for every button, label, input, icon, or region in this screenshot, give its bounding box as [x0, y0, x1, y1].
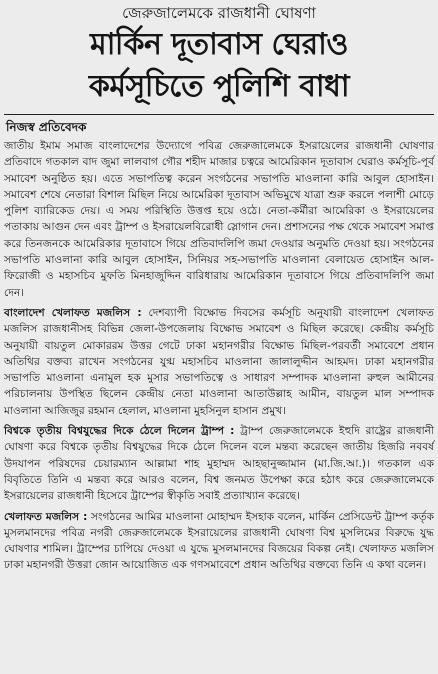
paragraph: [4, 423, 434, 504]
paragraph-text: দেশব্যাপী বিক্ষোভ দিবসের কর্মসূচি অনুযায়ী বাংলাদেশ খেলাফত মজলিস রাজধানীসহ বিভিন্ন জেলা-উপজেলায় বিক্ষোভ সমাবেশ ও মিছিল করেছে। কেন্দ্রীয় কর্মসূচি অনুযায়ী বায়তুল মোকাররম উত্তর গেটে ঢাকা মহানগরীর বিক্ষোভ মিছিল-পরবর্তী সমাবেশে প্রধান অতিথির বক্তব্য রাখেন সংগঠনের যুগ্ম মহাসচিব মাওলানা জালালুদ্দীন আহমদ। ঢাকা মহানগরীর সভাপতি মাওলানা এনামুল হক মুসার সভাপতিত্বে ও সাধারণ সম্পাদক মাওলানা রুহুল আমীনের পরিচালনায় উপস্থিত ছিলেন কেন্দ্রীয় নেতা মাওলানা আতাউল্লাহ আমীন, বায়তুল মাল সম্পাদক মাওলানা আজিজুর রহমান হেলাল, মাওলানা মুহসিনুল হাসান প্রমুখ।: [4, 306, 434, 417]
paragraph-text: সংগঠনের আমির মাওলানা মোহাম্মদ ইসহাক বলেন, মার্কিন প্রেসিডেন্ট ট্রাম্প কর্তৃক মুসলমানদের পবিত্র নগরী জেরুজালেমকে ইসরায়েলের রাজধানী ঘোষণা বিশ্ব মুসলিমের বিরুদ্ধে যুদ্ধ ঘোষণার শামিল। ট্রাম্পের চাপিয়ে দেওয়া এ যুদ্ধে মুসলমানদের বিজয়ের বিকল্প নেই। খেলাফত মজলিস ঢাকা মহানগরী উত্তরা জোন আয়োজিত এক গণসমাবেশে প্রধান অতিথির বক্তব্যে তিনি এ কথা বলেন।: [4, 510, 434, 572]
paragraph-lead: বাংলাদেশ খেলাফত মজলিস :: [4, 306, 142, 319]
headline-line-2: কর্মসূচিতে পুলিশি বাধা: [88, 69, 350, 104]
byline: নিজস্ব প্রতিবেদক: [6, 120, 87, 134]
paragraph: [4, 138, 434, 301]
paragraph-text: ট্রাম্প জেরুজালেমকে ইহুদি রাষ্ট্রের রাজধানী ঘোষণা করে বিশ্বকে তৃতীয় বিশ্বযুদ্ধের দিকে ঠেলে দিলেন বলে মন্তব্য করেছেন জাতীয় হিজরি নববর্ষ উদযাপন পরিষদের চেয়ারম্যান আল্লামা শাহ মুহাম্মদ আহছানুজ্জামান (মা.জি.আ.)। গতকাল এক বিবৃতিতে তিনি এ মন্তব্য করে আরও বলেন, বিশ্ব জনমত উপেক্ষা করে হঠাৎ করে জেরুজালেমকে ইসরায়েলের রাজধানী হিসেবে ট্রাম্পের স্বীকৃতি সবাই প্রত্যাখ্যান করেছে।: [4, 425, 434, 503]
paragraph: [4, 305, 434, 419]
article-body: [4, 138, 434, 574]
paragraph-lead: খেলাফত মজলিস :: [4, 510, 88, 523]
kicker: জেরুজালেমকে রাজধানী ঘোষণা: [122, 4, 316, 22]
paragraph-lead: বিশ্বকে তৃতীয় বিশ্বযুদ্ধের দিকে ঠেলে দিলেন ট্রাম্প :: [4, 425, 235, 438]
divider: [4, 114, 434, 115]
headline-line-1: মার্কিন দূতাবাস ঘেরাও: [90, 27, 348, 62]
paragraph: [4, 509, 434, 574]
news-clipping: [0, 2, 438, 674]
paragraph-text: জাতীয় ইমাম সমাজ বাংলাদেশের উদ্যোগে পবিত্র জেরুজালেমকে ইসরায়েলের রাজধানী ঘোষণার প্রতিবাদে গতকাল বাদ জুমা লালবাগ গৌর শহীদ মাজার চত্বরে আমেরিকান দূতাবাস ঘেরাও কর্মসূচি-পূর্ব সমাবেশ অনুষ্ঠিত হয়। এতে সভাপতিত্ব করেন সংগঠনের সভাপতি মাওলানা কারি আবুল হোসাইন। সমাবেশ শেষে নেতারা বিশাল মিছিল নিয়ে আমেরিকা দূতাবাস অভিমুখে যাত্রা শুরু করলে পলাশী মোড়ে পুলিশ ব্যারিকেড দেয়। এ সময় পরিস্থিতি উত্তপ্ত হয়ে ওঠে। নেতা-কর্মীরা আমেরিকা ও ইসরায়েলের পতাকায় আগুন দেন এবং ট্রাম্প ও ইসরায়েলবিরোধী স্লোগান দেন। প্রশাসনের পক্ষ থেকে সমাবেশ সমাপ্ত করে তিনজনকে আমেরিকার দূতাবাসে গিয়ে প্রতিবাদলিপি জমা দেওয়ার অনুমতি দেওয়া হয়। সংগঠনের সভাপতি মাওলানা কারি আবুল হোসাইন, সিনিয়র সহ-সভাপতি মাওলানা বেলায়েত হোসাইন আল-ফিরোজী ও মহাসচিব মুফতি মিনহাজুদ্দিন বারিধারায় আমেরিকান দূতাবাসে গিয়ে প্রতিবাদলিপি জমা দেন।: [4, 140, 434, 299]
